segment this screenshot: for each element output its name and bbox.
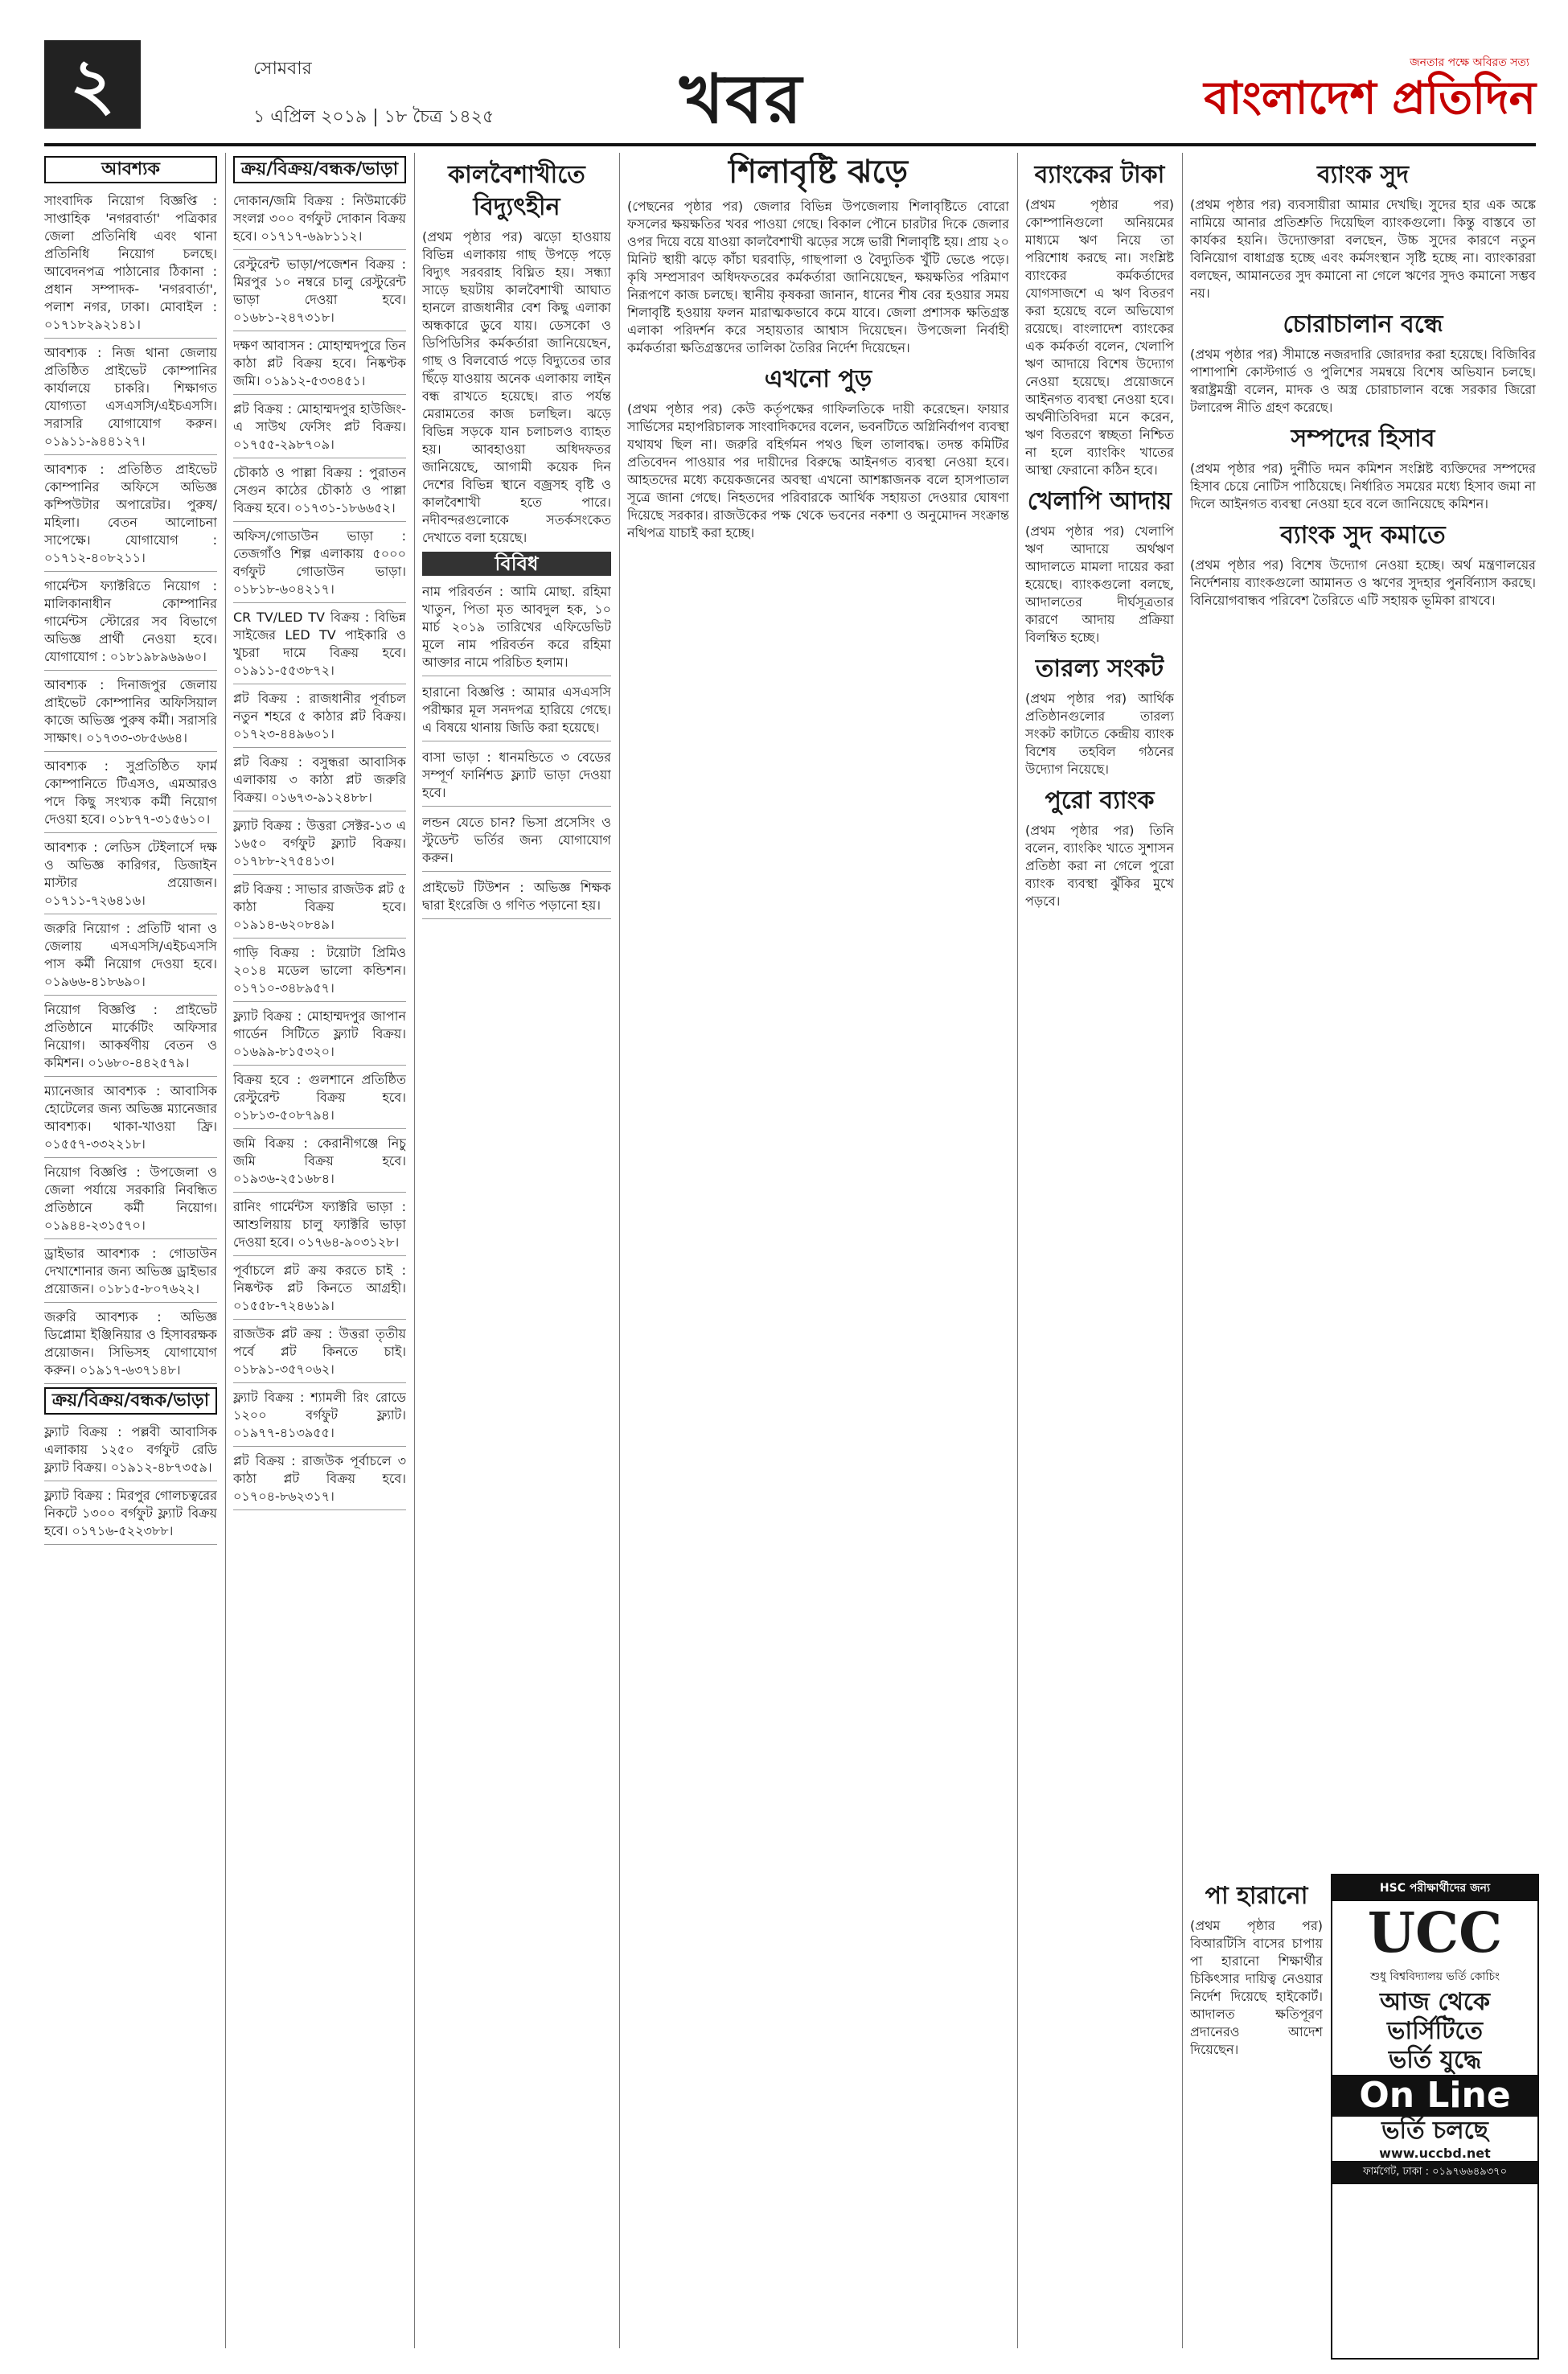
article-body: (প্রথম পৃষ্ঠার পর) দুর্নীতি দমন কমিশন সংশ্লিষ্ট ব্যক্তিদের সম্পদের হিসাব চেয়ে নোটিস পাঠিয়েছে। নির্ধারিত সময়ের মধ্যে হিসাব জমা না দিলে আইনগত ব্যবস্থা নেওয়া হবে বলে জানিয়েছে কমিশন। [1190, 461, 1536, 511]
day-label: সোমবার [253, 59, 312, 79]
classified-ad: আবশ্যক : লেডিস টেইলার্সে দক্ষ ও অভিজ্ঞ কারিগর, ডিজাইন মাস্টার প্রয়োজন। ০১৭১১-৭২৬৪১৬। [44, 836, 217, 914]
classified-ad: বিক্রয় হবে : গুলশানে প্রতিষ্ঠিত রেস্টুরেন্ট বিক্রয় হবে। ০১৮১৩-৫০৮৭৯৪। [233, 1069, 406, 1129]
article-body: (প্রথম পৃষ্ঠার পর) আর্থিক প্রতিষ্ঠানগুলোর তারল্য সংকট কাটাতে কেন্দ্রীয় ব্যাংক বিশেষ তহবিল গঠনের উদ্যোগ নিয়েছে। [1025, 691, 1174, 777]
classified-ad: ফ্ল্যাট বিক্রয় : মিরপুর গোলচত্বরের নিকটে ১৩০০ বর্গফুট ফ্ল্যাট বিক্রয় হবে। ০১৭১৬-৫২২৩৮৮। [44, 1485, 217, 1545]
article-body: (প্রথম পৃষ্ঠার পর) কোম্পানিগুলো অনিয়মের মাধ্যমে ঋণ নিয়ে তা পরিশোধ করছে না। সংশ্লিষ্ট ব্যাংকের কর্মকর্তাদের যোগসাজশে এ ঋণ বিতরণ করা হয়েছে বলে অভিযোগ রয়েছে। বাংলাদেশ ব্যাংকের এক কর্মকর্তা বলেন, খেলাপি ঋণ আদায়ে বিশেষ উদ্যোগ নেওয়া হয়েছে। প্রয়োজনে আইনগত ব্যবস্থা নেওয়া হবে। অর্থনীতিবিদরা মনে করেন, ঋণ বিতরণে স্বচ্ছতা নিশ্চিত না হলে ব্যাংকিং খাতের আস্থা ফেরানো কঠিন হবে। [1025, 197, 1174, 478]
classified-ad: প্লট বিক্রয় : রাজধানীর পূর্বাচল নতুন শহরে ৫ কাঠার প্লট বিক্রয়। ০১৭২৩-৪৪৯৬০১। [233, 688, 406, 748]
ad-big-text: ভর্তি যুদ্ধে [1388, 2046, 1482, 2074]
date-label: ১ এপ্রিল ২০১৯ | ১৮ চৈত্র ১৪২৫ [253, 107, 495, 127]
article-headline: পা হারানো [1205, 1882, 1308, 1910]
article-headline: ব্যাংক সুদ কমাতে [1280, 521, 1446, 549]
ad-line: শুধু বিশ্ববিদ্যালয় ভর্তি কোচিং [1369, 1970, 1500, 1983]
article-headline: তারল্য সংকট [1035, 655, 1164, 683]
classified-ad: ফ্ল্যাট বিক্রয় : পল্লবী আবাসিক এলাকায় ১২৫০ বর্গফুট রেডি ফ্ল্যাট বিক্রয়। ০১৯১২-৪৮৭৩৫৯। [44, 1421, 217, 1481]
misc-ad: বাসা ভাড়া : ধানমন্ডিতে ৩ বেডের সম্পূর্ণ ফার্নিশড ফ্ল্যাট ভাড়া দেওয়া হবে। [422, 746, 611, 807]
classified-ad: ফ্ল্যাট বিক্রয় : শ্যামলী রিং রোডে ১২০০ বর্গফুট ফ্ল্যাট। ০১৯৭৭-৪১৩৯৫৫। [233, 1386, 406, 1447]
column-divider [619, 153, 620, 2348]
ucc-advertisement [1331, 1874, 1539, 2360]
ad-top-banner: HSC পরীক্ষার্থীদের জন্য [1332, 1875, 1537, 1901]
article-body: (প্রথম পৃষ্ঠার পর) বিশেষ উদ্যোগ নেওয়া হচ্ছে। অর্থ মন্ত্রণালয়ের নির্দেশনায় ব্যাংকগুলো আমানত ও ঋণের সুদহার পুনর্বিন্যাস করছে। বিনিয়োগবান্ধব পরিবেশ তৈরিতে এটি সহায়ক ভূমিকা রাখবে। [1190, 557, 1536, 608]
classified-ad: অফিস/গোডাউন ভাড়া : তেজগাঁও শিল্প এলাকায় ৫০০০ বর্গফুট গোডাউন ভাড়া। ০১৮১৮-৬০৪২১৭। [233, 525, 406, 603]
classifieds-header-2: ক্রয়/বিক্রয়/বন্ধক/ভাড়া [44, 1387, 217, 1415]
classified-ad: নিয়োগ বিজ্ঞপ্তি : উপজেলা ও জেলা পর্যায়ে সরকারি নিবন্ধিত প্রতিষ্ঠানে কর্মী নিয়োগ। ০১৯৪৪-২৩১৫৭০। [44, 1161, 217, 1239]
classified-ad: ফ্ল্যাট বিক্রয় : উত্তরা সেক্টর-১৩ এ ১৬৫০ বর্গফুট ফ্ল্যাট বিক্রয়। ০১৭৮৮-২৭৫৪১৩। [233, 815, 406, 875]
misc-ad: প্রাইভেট টিউশন : অভিজ্ঞ শিক্ষক দ্বারা ইংরেজি ও গণিত পড়ানো হয়। [422, 877, 611, 919]
article-headline: এখনো পুড় [764, 365, 872, 393]
article-headline: খেলাপি আদায় [1027, 487, 1172, 515]
brand-logo [1204, 53, 1536, 124]
classified-ad: আবশ্যক : দিনাজপুর জেলায় প্রাইভেট কোম্পানির অফিসিয়াল কাজে অভিজ্ঞ পুরুষ কর্মী। সরাসরি সাক্ষাৎ। ০১৭৩৩-৩৮৫৬৬৪। [44, 674, 217, 752]
article-body: (প্রথম পৃষ্ঠার পর) বিআরটিসি বাসের চাপায় পা হারানো শিক্ষার্থীর চিকিৎসার দায়িত্ব নেওয়ার নির্দেশ দিয়েছে হাইকোর্ট। আদালত ক্ষতিপূরণ প্রদানেরও আদেশ দিয়েছেন। [1190, 1918, 1323, 2057]
classified-ad: দক্ষণ আবাসন : মোহাম্মদপুরে তিন কাঠা প্লট বিক্রয় হবে। নিষ্কণ্টক জমি। ০১৯১২-৫৩৩৪৫১। [233, 335, 406, 395]
ad-big-text: আজ থেকে ভার্সিটিতে [1380, 1988, 1490, 2045]
article-body: (প্রথম পৃষ্ঠার পর) তিনি বলেন, ব্যাংকিং খাতে সুশাসন প্রতিষ্ঠা করা না গেলে পুরো ব্যাংক ব্যবস্থা ঝুঁকির মুখে পড়বে। [1025, 823, 1174, 909]
masthead [44, 40, 1536, 141]
article-body: (প্রথম পৃষ্ঠার পর) ঝড়ো হাওয়ায় বিভিন্ন এলাকায় গাছ উপড়ে পড়ে বিদ্যুৎ সরবরাহ বিঘ্নিত হয়। সন্ধ্যা সাড়ে ছয়টায় কালবৈশাখী আঘাত হানলে রাজধানীর বেশ কিছু এলাকা অন্ধকারে ডুবে যায়। ডেসকো ও ডিপিডিসির কর্মকর্তারা জানিয়েছেন, গাছ ও বিলবোর্ড পড়ে বিদ্যুতের তার ছিঁড়ে যাওয়ায় অনেক এলাকায় লাইন বন্ধ রাখতে হয়েছে। রাত পর্যন্ত মেরামতের কাজ চলছিল। ঝড়ে বিভিন্ন সড়কে যান চলাচলও ব্যাহত হয়। আবহাওয়া অধিদফতর জানিয়েছে, আগামী কয়েক দিন দেশের বিভিন্ন স্থানে বজ্রসহ বৃষ্টি ও কালবৈশাখী হতে পারে। নদীবন্দরগুলোকে সতর্কসংকেত দেখাতে বলা হয়েছে। [422, 229, 611, 545]
classified-ad: CR TV/LED TV বিক্রয় : বিভিন্ন সাইজের LED TV পাইকারি ও খুচরা দামে বিক্রয় হবে। ০১৯১১-৫৫৩৮৭২। [233, 606, 406, 684]
news-column-4 [1190, 153, 1536, 1866]
article-headline: পুরো ব্যাংক [1045, 787, 1155, 815]
classified-ad: গার্মেন্টস ফ্যাক্টরিতে নিয়োগ : মালিকানাধীন কোম্পানির গার্মেন্টস স্টোরের সব বিভাগে অভিজ্ঞ প্রার্থী নেওয়া হবে। যোগাযোগ : ০১৮১৯৮৯৬৯৬০। [44, 575, 217, 671]
article-headline: চোরাচালান বন্ধে [1283, 310, 1443, 339]
classified-ad: আবশ্যক : নিজ থানা জেলায় প্রতিষ্ঠিত প্রাইভেট কোম্পানির কার্যালয়ে চাকরি। শিক্ষাগত যোগ্যতা এসএসসি/এইচএসসি। সরাসরি যোগাযোগ করুন। ০১৯১১-৯৪৪১২৭। [44, 342, 217, 455]
classified-ad: ড্রাইভার আবশ্যক : গোডাউন দেখাশোনার জন্য অভিজ্ঞ ড্রাইভার প্রয়োজন। ০১৮১৫-৮০৭৬২২। [44, 1242, 217, 1303]
classified-ad: রাজউক প্লট ক্রয় : উত্তরা তৃতীয় পর্বে প্লট কিনতে চাই। ০১৮৯১-৩৫৭০৬২। [233, 1323, 406, 1383]
classifieds-column [44, 153, 217, 2348]
classified-ad: ম্যানেজার আবশ্যক : আবাসিক হোটেলের জন্য অভিজ্ঞ ম্যানেজার আবশ্যক। থাকা-খাওয়া ফ্রি। ০১৫৫৭-৩৩২২১৮। [44, 1080, 217, 1158]
article-body: (প্রথম পৃষ্ঠার পর) খেলাপি ঋণ আদায়ে অর্থঋণ আদালতে মামলা দায়ের করা হয়েছে। ব্যাংকগুলো বলছে, আদালতের দীর্ঘসূত্রতার কারণে আদায় প্রক্রিয়া বিলম্বিত হচ্ছে। [1025, 524, 1174, 645]
misc-ad: হারানো বিজ্ঞপ্তি : আমার এসএসসি পরীক্ষার মূল সনদপত্র হারিয়ে গেছে। এ বিষয়ে থানায় জিডি করা হয়েছে। [422, 681, 611, 741]
classified-ad: আবশ্যক : প্রতিষ্ঠিত প্রাইভেট কোম্পানির অফিসে অভিজ্ঞ কম্পিউটার অপারেটর। পুরুষ/মহিলা। বেতন আলোচনা সাপেক্ষে। যোগাযোগ : ০১৭১২-৪০৮২১১। [44, 458, 217, 572]
classified-ad: নিয়োগ বিজ্ঞপ্তি : প্রাইভেট প্রতিষ্ঠানে মার্কেটিং অফিসার নিয়োগ। আকর্ষণীয় বেতন ও কমিশন। ০১৬৮০-৪৪২৫৭৯। [44, 999, 217, 1077]
classified-ad: চৌকাঠ ও পাল্লা বিক্রয় : পুরাতন সেগুন কাঠের চৌকাঠ ও পাল্লা বিক্রয় হবে। ০১৭৩১-১৮৬৬৫২। [233, 462, 406, 522]
column-divider [414, 153, 415, 2348]
misc-section-header: বিবিধ [422, 552, 611, 576]
column-divider [1182, 153, 1183, 2348]
article-body: (প্রথম পৃষ্ঠার পর) ব্যবসায়ীরা আমার দেখছি। সুদের হার এক অঙ্কে নামিয়ে আনার প্রতিশ্রুতি দিয়েছিল ব্যাংকগুলো। কিন্তু বাস্তবে তা কার্যকর হয়নি। উদ্যোক্তারা বলছেন, উচ্চ সুদের কারণে নতুন বিনিয়োগ বাধাগ্রস্ত হচ্ছে এবং কর্মসংস্থান সৃষ্টি হচ্ছে না। ব্যাংকাররা বলছেন, আমানতের সুদ কমানো না গেলে ঋণের সুদও কমানো সম্ভব নয়। [1190, 197, 1536, 301]
classified-ad: জরুরি আবশ্যক : অভিজ্ঞ ডিপ্লোমা ইঞ্জিনিয়ার ও হিসাবরক্ষক প্রয়োজন। সিভিসহ যোগাযোগ করুন। ০১৯১৭-৬৩৭১৪৮। [44, 1306, 217, 1384]
article-headline: শিলাবৃষ্টি ঝড়ে [728, 153, 909, 191]
classified-ad: প্লট বিক্রয় : সাভার রাজউক প্লট ৫ কাঠা বিক্রয় হবে। ০১৯১৪-৬২০৮৪৯। [233, 878, 406, 939]
classified-ad: জরুরি নিয়োগ : প্রতিটি থানা ও জেলায় এসএসসি/এইচএসসি পাস কর্মী নিয়োগ দেওয়া হবে। ০১৯৬৬-৪১৮৬৯০। [44, 918, 217, 996]
ad-footer: ফার্মগেট, ঢাকা : ০১৯৭৬৬৪৯৩৭০ [1332, 2161, 1537, 2184]
news-column-2 [627, 153, 1009, 2348]
classifieds-column-2 [233, 153, 406, 2348]
article-headline: ব্যাংকের টাকা [1034, 161, 1165, 189]
article-headline: ব্যাংক সুদ [1316, 161, 1410, 189]
column-divider [1017, 153, 1018, 2348]
masthead-rule [44, 143, 1536, 146]
brand-name: বাংলাদেশ প্রতিদিন [1204, 72, 1536, 125]
article-body: (প্রথম পৃষ্ঠার পর) সীমান্তে নজরদারি জোরদার করা হয়েছে। বিজিবির পাশাপাশি কোস্টগার্ড ও পুলিশের সমন্বয়ে বিশেষ অভিযান চলছে। স্বরাষ্ট্রমন্ত্রী বলেন, মাদক ও অস্ত্র চোরাচালান বন্ধে সরকার জিরো টলারেন্স নীতি গ্রহণ করেছে। [1190, 347, 1536, 415]
classified-ad: পূর্বাচলে প্লট ক্রয় করতে চাই : নিষ্কণ্টক প্লট কিনতে আগ্রহী। ০১৫৫৮-৭২৪৬১৯। [233, 1259, 406, 1320]
page-number: ২ [44, 40, 141, 129]
classified-ad: প্লট বিক্রয় : মোহাম্মদপুর হাউজিং-এ সাউথ ফেসিং প্লট বিক্রয়। ০১৭৫৫-২৯৮৭০৯। [233, 398, 406, 458]
classified-ad: আবশ্যক : সুপ্রতিষ্ঠিত ফার্ম কোম্পানিতে টিএসও, এমআরও পদে কিছু সংখ্যক কর্মী নিয়োগ দেওয়া হবে। ০১৮৭৭-৩১৫৬১০। [44, 755, 217, 833]
article-headline: সম্পদের হিসাব [1291, 425, 1435, 453]
news-column-5 [1190, 1874, 1323, 2348]
brand-tagline: জনতার পক্ষে অবিরত সত্য [1410, 56, 1529, 69]
ad-online-banner: On Line [1332, 2075, 1537, 2117]
news-column-1 [422, 153, 611, 2348]
misc-ad: লন্ডন যেতে চান? ভিসা প্রসেসিং ও স্টুডেন্ট ভর্তির জন্য যোগাযোগ করুন। [422, 811, 611, 872]
classified-ad: ফ্ল্যাট বিক্রয় : মোহাম্মদপুর জাপান গার্ডেন সিটিতে ফ্ল্যাট বিক্রয়। ০১৬৯৯-৮১৫৩২০। [233, 1005, 406, 1066]
ad-website: www.uccbd.net [1379, 2146, 1491, 2161]
classifieds-header: ক্রয়/বিক্রয়/বন্ধক/ভাড়া [233, 156, 406, 183]
news-column-3 [1025, 153, 1174, 2348]
article-body: (প্রথম পৃষ্ঠার পর) কেউ কর্তৃপক্ষের গাফিলতিকে দায়ী করেছেন। ফায়ার সার্ভিসের মহাপরিচালক সাংবাদিকদের বলেন, ভবনটিতে অগ্নিনির্বাপণ ব্যবস্থা যথাযথ ছিল না। জরুরি বহির্গমন পথও ছিল তালাবদ্ধ। তদন্ত কমিটির প্রতিবেদন পাওয়ার পর দায়ীদের বিরুদ্ধে আইনগত ব্যবস্থা নেওয়া হবে। আহতদের মধ্যে কয়েকজনের অবস্থা এখনো আশঙ্কাজনক বলে হাসপাতাল সূত্রে জানা গেছে। নিহতদের পরিবারকে আর্থিক সহায়তা দেওয়ার ঘোষণা দিয়েছে সরকার। রাজউকের পক্ষ থেকে ভবনের নকশা ও অনুমোদন সংক্রান্ত নথিপত্র যাচাই করা হচ্ছে। [627, 401, 1009, 540]
ad-big-text: ভর্তি চলছে [1381, 2117, 1488, 2145]
classified-ad: রেস্টুরেন্ট ভাড়া/পজেশন বিক্রয় : মিরপুর ১০ নম্বরে চালু রেস্টুরেন্ট ভাড়া দেওয়া হবে। ০১৬৮১-২৪৭৩১৮। [233, 253, 406, 331]
classified-ad: প্লট বিক্রয় : বসুন্ধরা আবাসিক এলাকায় ৩ কাঠা প্লট জরুরি বিক্রয়। ০১৬৭৩-৯১২৪৮৮। [233, 751, 406, 811]
classified-ad: গাড়ি বিক্রয় : টয়োটা প্রিমিও ২০১৪ মডেল ভালো কন্ডিশন। ০১৭১০-৩৪৮৯৫৭। [233, 942, 406, 1002]
classified-ad: সাংবাদিক নিয়োগ বিজ্ঞপ্তি : সাপ্তাহিক 'নগরবার্তা' পত্রিকার জেলা প্রতিনিধি এবং থানা প্রতিনিধি নিয়োগ চলছে। আবেদনপত্র পাঠানোর ঠিকানা : প্রধান সম্পাদক- 'নগরবার্তা', পলাশ নগর, ঢাকা। মোবাইল : ০১৭১৮২৯২১৪১। [44, 190, 217, 339]
column-divider [225, 153, 226, 2348]
classifieds-header: আবশ্যক [44, 156, 217, 183]
classified-ad: দোকান/জমি বিক্রয় : নিউমার্কেট সংলগ্ন ৩০০ বর্গফুট দোকান বিক্রয় হবে। ০১৭১৭-৬৯৮১১২। [233, 190, 406, 250]
classified-ad: জমি বিক্রয় : কেরানীগঞ্জে নিচু জমি বিক্রয় হবে। ০১৯৩৬-২৫১৬৮৪। [233, 1132, 406, 1193]
classified-ad: প্লট বিক্রয় : রাজউক পূর্বাচলে ৩ কাঠা প্লট বিক্রয় হবে। ০১৭০৪-৮৬২৩১৭। [233, 1450, 406, 1510]
misc-ad: নাম পরিবর্তন : আমি মোছা. রহিমা খাতুন, পিতা মৃত আবদুল হক, ১০ মার্চ ২০১৯ তারিখের এফিডেভিট মূলে নাম পরিবর্তন করে রহিমা আক্তার নামে পরিচিত হলাম। [422, 581, 611, 676]
classified-ad: রানিং গার্মেন্টস ফ্যাক্টরি ভাড়া : আশুলিয়ায় চালু ফ্যাক্টরি ভাড়া দেওয়া হবে। ০১৭৬৪-৯০৩১২৮। [233, 1196, 406, 1256]
article-body: (পেছনের পৃষ্ঠার পর) জেলার বিভিন্ন উপজেলায় শিলাবৃষ্টিতে বোরো ফসলের ক্ষয়ক্ষতির খবর পাওয়া গেছে। বিকাল পৌনে চারটার দিকে জেলার ওপর দিয়ে বয়ে যাওয়া কালবৈশাখী ঝড়ের সঙ্গে ভারী শিলাবৃষ্টি হয়। প্রায় ২০ মিনিট স্থায়ী ঝড়ে কাঁচা ঘরবাড়ি, গাছপালা ও বৈদ্যুতিক খুঁটি ভেঙে পড়ে। কৃষি সম্প্রসারণ অধিদফতরের কর্মকর্তারা জানিয়েছেন, ক্ষয়ক্ষতির পরিমাণ নিরূপণে কাজ চলছে। স্থানীয় কৃষকরা জানান, ধানের শীষ বের হওয়ার সময় শিলাবৃষ্টি হওয়ায় ফলন মারাত্মকভাবে কমে যাবে। জেলা প্রশাসক ক্ষতিগ্রস্ত এলাকা পরিদর্শন করে সহায়তার আশ্বাস দিয়েছেন। উপজেলা নির্বাহী কর্মকর্তারা ক্ষতিগ্রস্তদের তালিকা তৈরির নির্দেশ দিয়েছেন। [627, 199, 1009, 355]
section-title: খবর [679, 59, 804, 138]
article-headline: কালবৈশাখীতে বিদ্যুৎহীন [448, 161, 585, 221]
ucc-logo: UCC [1367, 1901, 1503, 1965]
